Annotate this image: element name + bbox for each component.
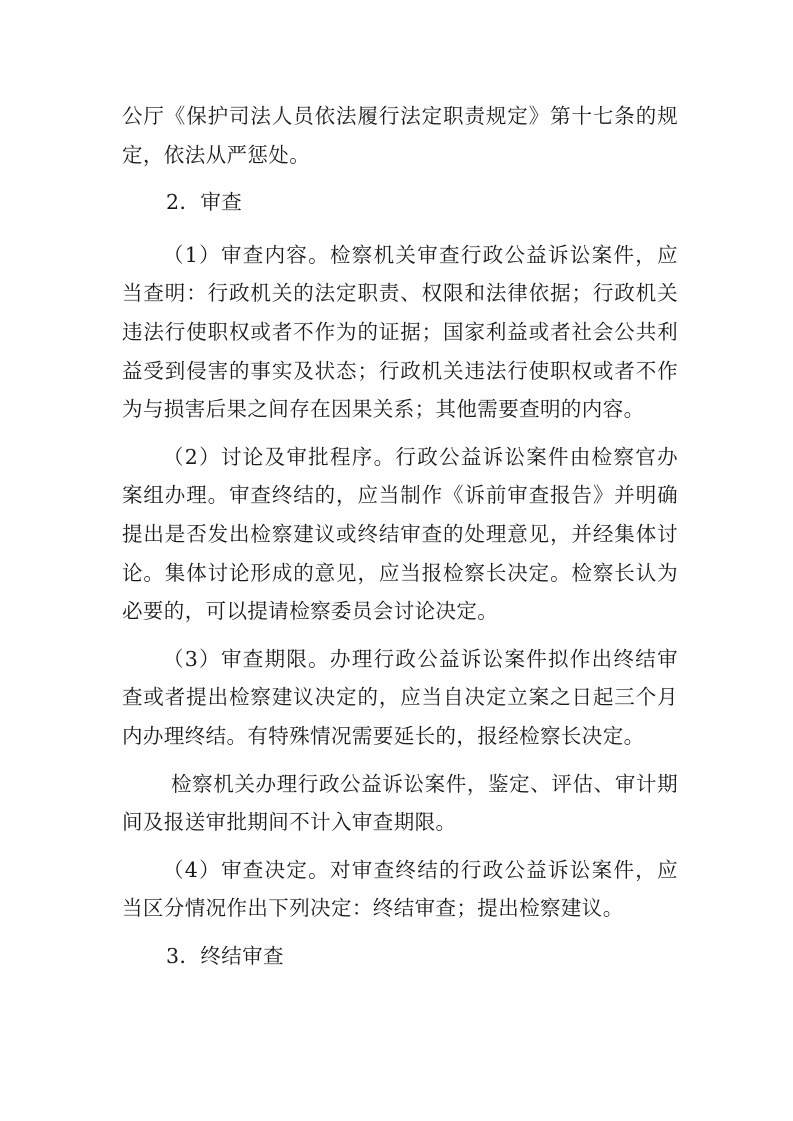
paragraph-review-content: （1）审查内容。检察机关审查行政公益诉讼案件，应当查明：行政机关的法定职责、权限和法律依据；行政机关违法行使职权或者不作为的证据；国家利益或者社会公共利益受到侵害的事实及状态；行政机关违法行使职权或者不作为与损害后果之间存在因果关系；其他需要查明的内容。 <box>122 242 678 422</box>
paragraph-review-decision: （4）审查决定。对审查终结的行政公益诉讼案件，应当区分情况作出下列决定：终结审查；提出检察建议。 <box>122 857 678 921</box>
paragraph-review-period: （3）审查期限。办理行政公益诉讼案件拟作出终结审查或者提出检察建议决定的，应当自决定立案之日起三个月内办理终结。有特殊情况需要延长的，报经检察长决定。 <box>122 646 678 748</box>
section-heading-termination: 3．终结审查 <box>166 943 284 968</box>
paragraph-discussion-approval: （2）讨论及审批程序。行政公益诉讼案件由检察官办案组办理。审查终结的，应当制作《诉前审查报告》并明确提出是否发出检察建议或终结审查的处理意见，并经集体讨论。集体讨论形成的意见，应当报检察长决定。检察长认为必要的，可以提请检察委员会讨论决定。 <box>122 444 678 624</box>
section-heading-review: 2．审查 <box>166 190 243 215</box>
paragraph-continuation: 公厅《保护司法人员依法履行法定职责规定》第十七条的规定，依法从严惩处。 <box>122 104 678 167</box>
document-body <box>122 97 678 989</box>
paragraph-period-exclusion: 检察机关办理行政公益诉讼案件，鉴定、评估、审计期间及报送审批期间不计入审查期限。 <box>122 771 678 835</box>
